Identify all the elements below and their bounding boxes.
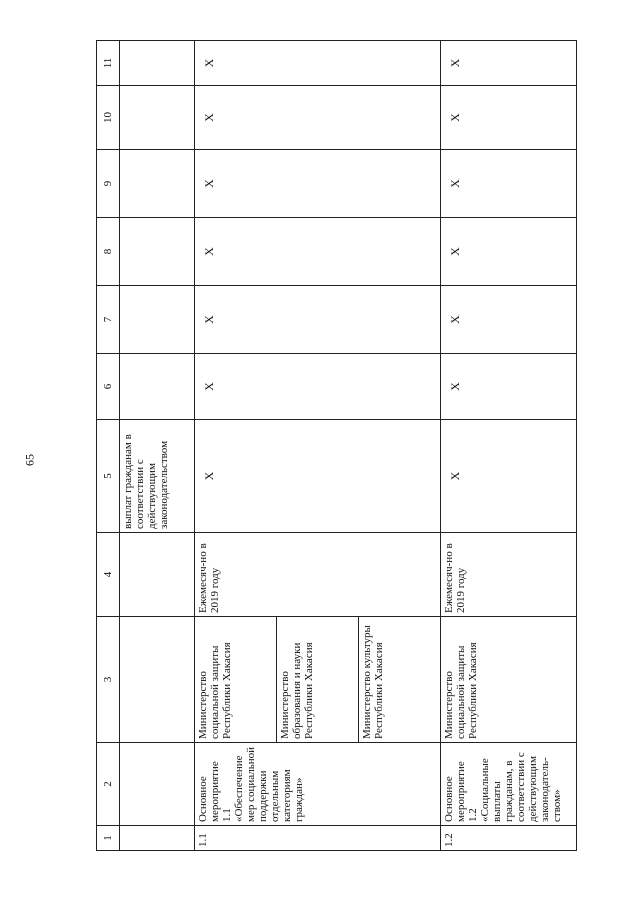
- mark-cell: Х: [195, 86, 441, 150]
- mark-cell: Х: [195, 41, 441, 86]
- cont-cell-6: [120, 354, 195, 420]
- mark-cell: Х: [195, 354, 441, 420]
- mark-cell: Х: [195, 150, 441, 218]
- cont-cell-5: выплат гражданам в соответствии с действующим законодательством: [120, 420, 195, 533]
- header-cell-5: 5: [97, 420, 120, 533]
- table-row-1-1-a: [195, 41, 277, 851]
- continuation-row: [120, 41, 195, 851]
- period-cell: Ежемесяч-но в 2019 году: [195, 533, 441, 617]
- cont-cell-8: [120, 218, 195, 286]
- mark-cell: Х: [441, 218, 577, 286]
- page-number: 65: [22, 454, 37, 466]
- header-cell-11: 11: [97, 41, 120, 86]
- header-cell-1: 1: [97, 826, 120, 851]
- row-number: 1.2: [441, 826, 577, 851]
- header-cell-3: 3: [97, 617, 120, 743]
- period-cell: Ежемесяч-но в 2019 году: [441, 533, 577, 617]
- executor-cell: Министерство культуры Республики Хакасия: [359, 617, 441, 743]
- mark-cell: Х: [195, 420, 441, 533]
- cont-cell-10: [120, 86, 195, 150]
- header-cell-8: 8: [97, 218, 120, 286]
- executor-cell: Министерство социальной защиты Республики Хакасия: [195, 617, 277, 743]
- header-cell-4: 4: [97, 533, 120, 617]
- mark-cell: Х: [441, 41, 577, 86]
- header-cell-7: 7: [97, 286, 120, 354]
- mark-cell: Х: [195, 286, 441, 354]
- mark-cell: Х: [441, 420, 577, 533]
- cont-cell-1: [120, 826, 195, 851]
- mark-cell: Х: [441, 150, 577, 218]
- table-row-1-2: [441, 41, 577, 851]
- cont-cell-3: [120, 617, 195, 743]
- mark-cell: Х: [195, 218, 441, 286]
- mark-cell: Х: [441, 86, 577, 150]
- header-cell-9: 9: [97, 150, 120, 218]
- cont-cell-9: [120, 150, 195, 218]
- executor-cell: Министерство образования и науки Республики Хакасия: [277, 617, 359, 743]
- header-row: [97, 41, 120, 851]
- rotated-table-container: [96, 41, 576, 851]
- mark-cell: Х: [441, 354, 577, 420]
- measures-table: [96, 40, 577, 851]
- row-number: 1.1: [195, 826, 441, 851]
- header-cell-2: 2: [97, 743, 120, 826]
- header-cell-6: 6: [97, 354, 120, 420]
- executor-cell: Министерство социальной защиты Республики Хакасия: [441, 617, 577, 743]
- event-name: Основное мероприятие 1.2 «Социальные выплаты гражданам, в соответствии с действующим законодатель-ством»: [441, 743, 577, 826]
- cont-cell-7: [120, 286, 195, 354]
- event-name: Основное мероприятие 1.1 «Обеспечение мер социальной поддержки отдельным категориям граждан»: [195, 743, 441, 826]
- cont-cell-11: [120, 41, 195, 86]
- header-cell-10: 10: [97, 86, 120, 150]
- cont-cell-2: [120, 743, 195, 826]
- cont-cell-4: [120, 533, 195, 617]
- mark-cell: Х: [441, 286, 577, 354]
